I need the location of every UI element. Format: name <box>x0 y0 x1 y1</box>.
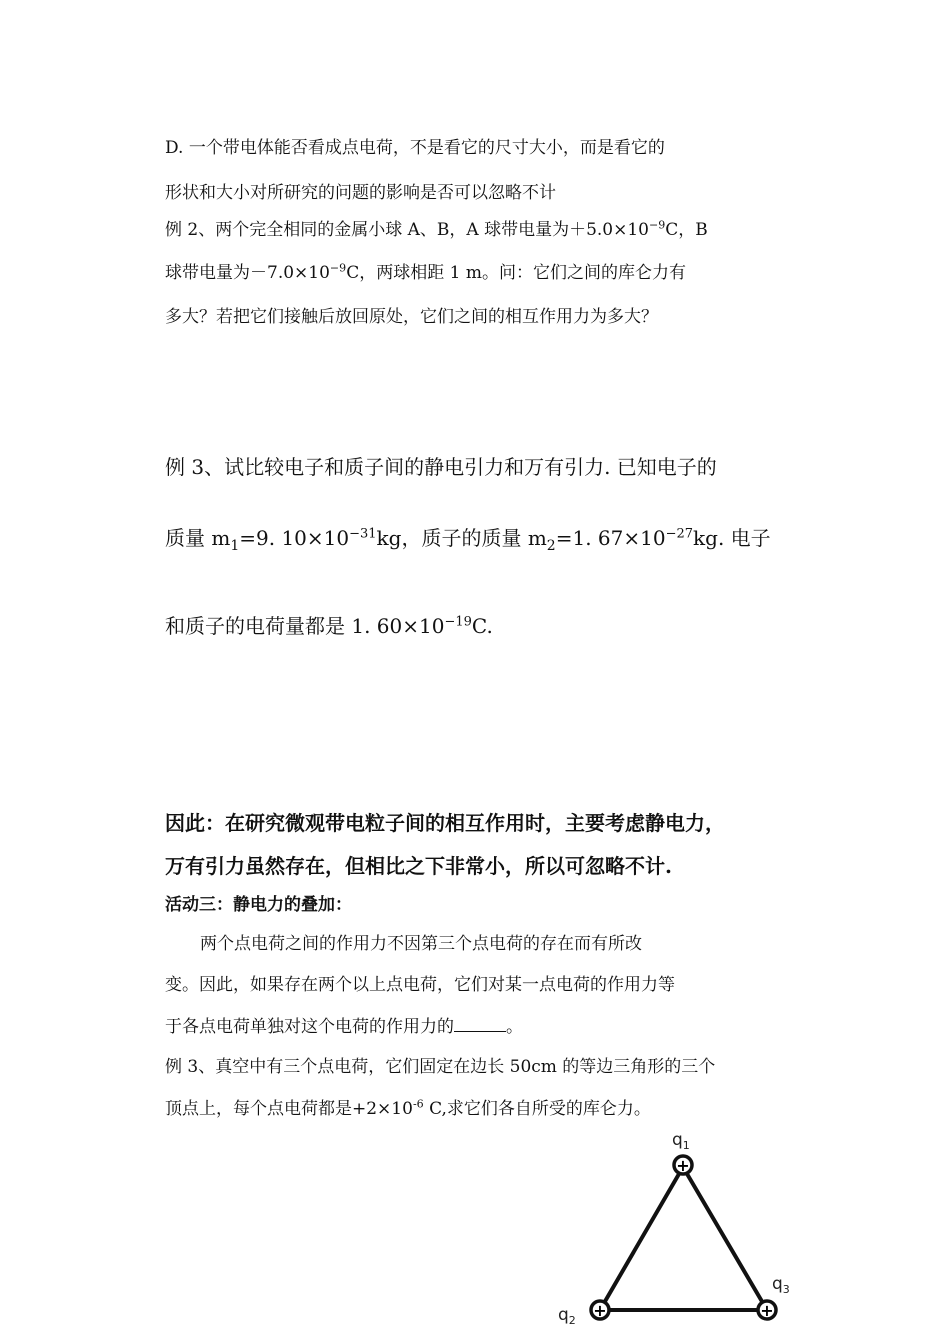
svg-text:+: + <box>760 1301 774 1320</box>
label-q2: $q_2$ <box>558 1305 576 1327</box>
activity-3-paragraph-line-2: 变。因此，如果存在两个以上点电荷，它们对某一点电荷的作用力等 <box>165 975 675 995</box>
example-2-line-3: 多大？若把它们接触后放回原处，它们之间的相互作用力为多大？ <box>165 307 658 327</box>
charge-q2 <box>591 1301 609 1320</box>
svg-text:+: + <box>593 1301 607 1320</box>
example-2-line-2: 球带电量为$-7.0\times 10^{-9}C$，两球相距 1 m。问：它们之间的库仑力有 <box>165 261 686 283</box>
example-3a-line-2: 质量 $m_1=9$. $10\times 10^{-31}kg$，质子的质量 $m_2=1$. $67\times 10^{-27}kg$. 电子 <box>165 526 771 554</box>
activity-3-paragraph-line-3: 于各点电荷单独对这个电荷的作用力的 。 <box>165 1017 523 1037</box>
label-q3: $q_3$ <box>772 1274 790 1296</box>
example-3a-line-1: 例 3、试比较电子和质子间的静电引力和万有引力. 已知电子的 <box>165 455 717 479</box>
answer-blank[interactable] <box>454 1015 506 1032</box>
option-d-line-1: D. 一个带电体能否看成点电荷，不是看它的尺寸大小，而是看它的 <box>165 138 665 158</box>
triangle-edges <box>600 1167 767 1310</box>
equilateral-triangle-diagram <box>550 1125 810 1340</box>
example-2-line-1: 例 2、两个完全相同的金属小球 A、B，A 球带电量为$+5.0\times 10^{-9}C$，B <box>165 218 708 240</box>
svg-text:+: + <box>676 1156 690 1175</box>
example-3b-line-1: 例 3、真空中有三个点电荷，它们固定在边长 50cm 的等边三角形的三个 <box>165 1057 716 1077</box>
label-q1: $q_1$ <box>672 1130 690 1152</box>
charge-q3 <box>758 1301 776 1320</box>
conclusion-line-2: 万有引力虽然存在，但相比之下非常小，所以可忽略不计. <box>165 854 672 878</box>
example-3b-line-2: 顶点上，每个点电荷都是$+2\times 10^{-6}$ C,求它们各自所受的库仑力。 <box>165 1097 651 1119</box>
charge-q1 <box>674 1156 692 1175</box>
example-3a-line-3: 和质子的电荷量都是 1. $60\times 10^{-19}C$. <box>165 614 493 638</box>
conclusion-line-1: 因此：在研究微观带电粒子间的相互作用时，主要考虑静电力， <box>165 811 725 835</box>
option-d-line-2: 形状和大小对所研究的问题的影响是否可以忽略不计 <box>165 183 556 203</box>
activity-3-title: 活动三：静电力的叠加： <box>165 895 352 915</box>
activity-3-paragraph-line-1: 两个点电荷之间的作用力不因第三个点电荷的存在而有所改 <box>200 934 642 954</box>
